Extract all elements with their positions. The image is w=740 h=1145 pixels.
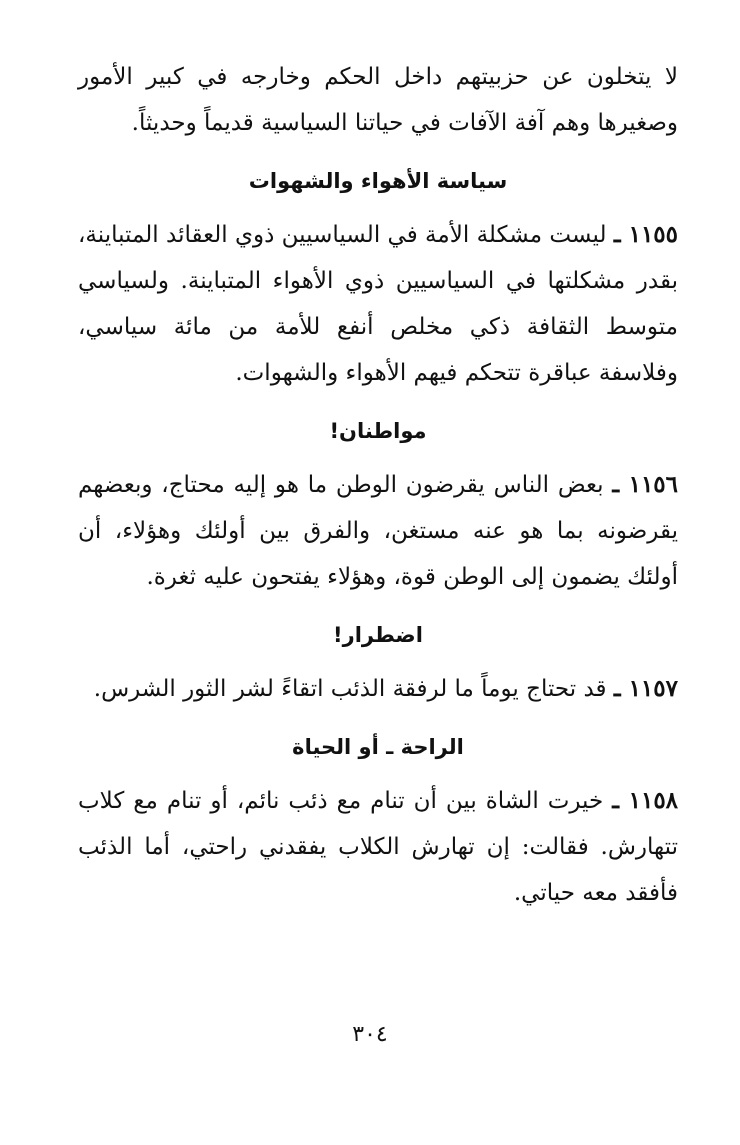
- entry-number: ١١٥٨ ـ: [612, 787, 679, 814]
- entry-text: ليست مشكلة الأمة في السياسيين ذوي العقائد المتباينة، بقدر مشكلتها في السياسيين ذوي الأهواء المتباينة. ولسياسي متوسط الثقافة ذكي مخلص أنفع للأمة من مائة سياسي، وفلاسفة عباقرة تتحكم فيهم الأهواء والشهوات.: [78, 222, 678, 386]
- entry-text: قد تحتاج يوماً ما لرفقة الذئب اتقاءً لشر الثور الشرس.: [93, 676, 607, 702]
- entry-text: خيرت الشاة بين أن تنام مع ذئب نائم، أو تنام مع كلاب تتهارش. فقالت: إن تهارش الكلاب يفقدني راحتي، أما الذئب فأفقد معه حياتي.: [78, 788, 678, 906]
- entry-number: ١١٥٥ ـ: [613, 221, 679, 248]
- entry-1157: [78, 666, 678, 712]
- section-heading-4: الراحة ـ أو الحياة: [292, 735, 464, 759]
- section-heading-2: مواطنان!: [329, 419, 427, 443]
- page-body: [78, 48, 678, 916]
- entry-1156: [78, 462, 678, 600]
- section-heading-1: سياسة الأهواء والشهوات: [248, 169, 508, 193]
- entry-number: ١١٥٧ ـ: [613, 675, 678, 702]
- entry-1158: [78, 778, 678, 916]
- intro-paragraph: لا يتخلون عن حزبيتهم داخل الحكم وخارجه في كبير الأمور وصغيرها وهم آفة الآفات في حياتنا السياسية قديماً وحديثاً.: [78, 64, 678, 136]
- page-number: ٣٠٤: [352, 1022, 388, 1047]
- entry-number: ١١٥٦ ـ: [612, 471, 679, 498]
- entry-text: بعض الناس يقرضون الوطن ما هو إليه محتاج، وبعضهم يقرضونه بما هو عنه مستغن، والفرق بين أولئك وهؤلاء، أن أولئك يضمون إلى الوطن قوة، وهؤلاء يفتحون عليه ثغرة.: [78, 472, 678, 590]
- section-heading-3: اضطرار!: [333, 623, 423, 647]
- entry-1155: [78, 212, 678, 396]
